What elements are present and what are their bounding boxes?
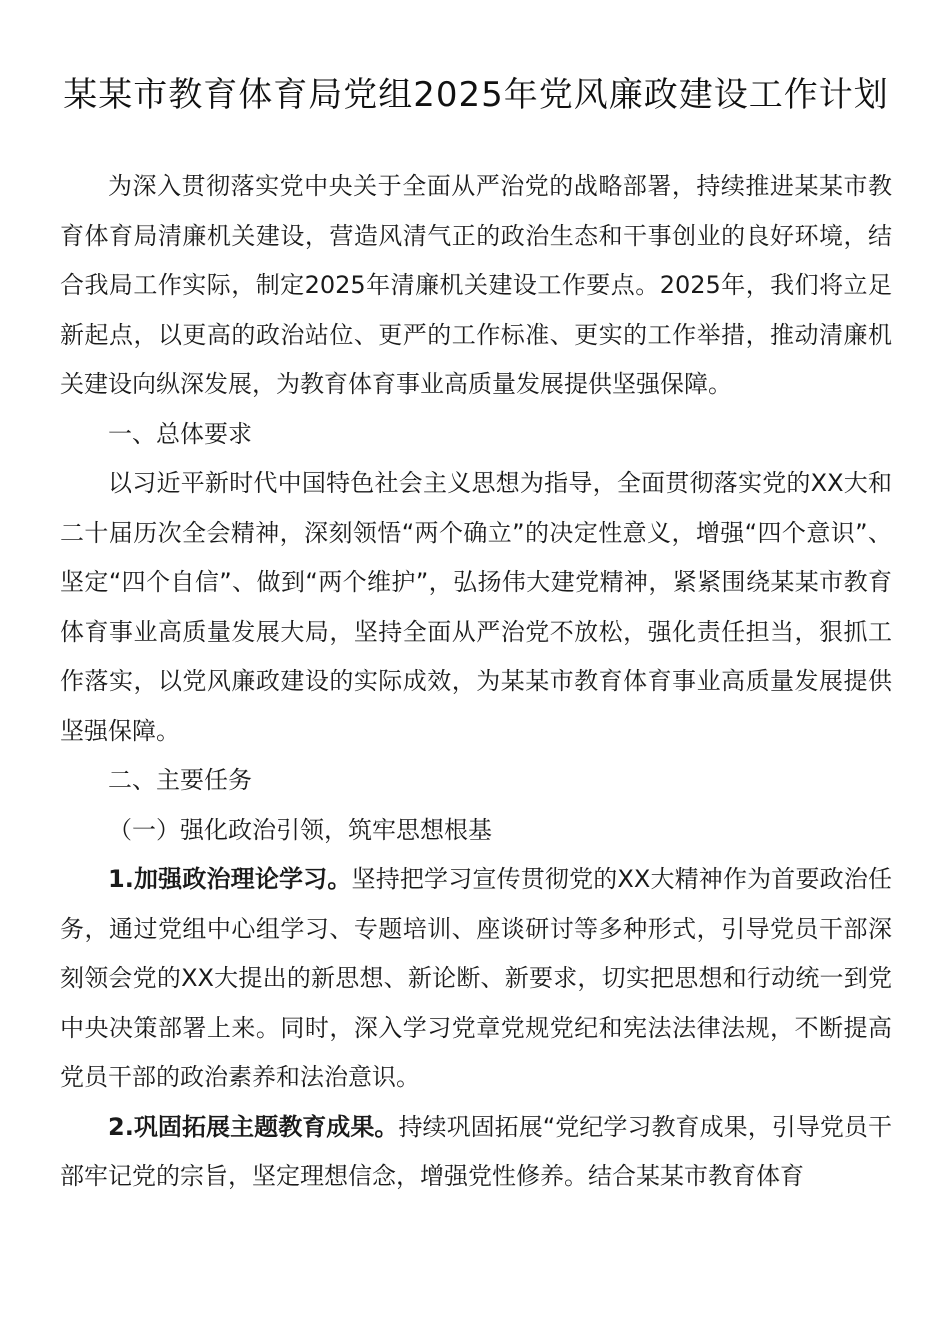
document-title: 某某市教育体育局党组2025年党风廉政建设工作计划 <box>63 75 889 115</box>
heading-text: 二、主要任务 <box>108 766 252 794</box>
subheading-political-guidance <box>60 806 892 856</box>
paragraph-general-requirements <box>60 459 892 756</box>
subheading-text: （一）强化政治引领，筑牢思想根基 <box>108 815 492 844</box>
paragraph-text: 为深入贯彻落实党中央关于全面从严治党的战略部署，持续推进某某市教育体育局清廉机关建设，营造风清气正的政治生态和干事创业的良好环境，结合我局工作实际，制定2025年清廉机关建设工作要点。2025年，我们将立足新起点，以更高的政治站位、更严的工作标准、更实的工作举措，推动清廉机关建设向纵深发展，为教育体育事业高质量发展提供坚强保障。 <box>60 172 892 398</box>
heading-main-tasks <box>60 756 892 806</box>
paragraph-task-2 <box>60 1103 892 1202</box>
paragraph-intro <box>60 162 892 410</box>
task-2-lead: 2.巩固拓展主题教育成果。 <box>108 1112 399 1141</box>
document-page <box>60 70 892 1202</box>
task-1-lead: 1.加强政治理论学习。 <box>108 865 352 893</box>
paragraph-text: 坚持把学习宣传贯彻党的XX大精神作为首要政治任务，通过党组中心组学习、专题培训、座谈研讨等多种形式，引导党员干部深刻领会党的XX大提出的新思想、新论断、新要求，切实把思想和行动统一到党中央决策部署上来。同时，深入学习党章党规党纪和宪法法律法规，不断提高党员干部的政治素养和法治意识。 <box>60 865 892 1091</box>
paragraph-text: 以习近平新时代中国特色社会主义思想为指导，全面贯彻落实党的XX大和二十届历次全会精神，深刻领悟“两个确立”的决定性意义，增强“四个意识”、坚定“四个自信”、做到“两个维护”，弘扬伟大建党精神，紧紧围绕某某市教育体育事业高质量发展大局，坚持全面从严治党不放松，强化责任担当，狠抓工作落实，以党风廉政建设的实际成效，为某某市教育体育事业高质量发展提供坚强保障。 <box>60 469 892 745</box>
document-body <box>60 162 892 1202</box>
paragraph-text: 持续巩固拓展“党纪学习教育成果，引导党员干部牢记党的宗旨，坚定理想信念，增强党性修养。结合某某市教育体育 <box>60 1112 892 1190</box>
paragraph-task-1 <box>60 855 892 1103</box>
heading-general-requirements <box>60 410 892 460</box>
heading-text: 一、总体要求 <box>108 419 252 448</box>
